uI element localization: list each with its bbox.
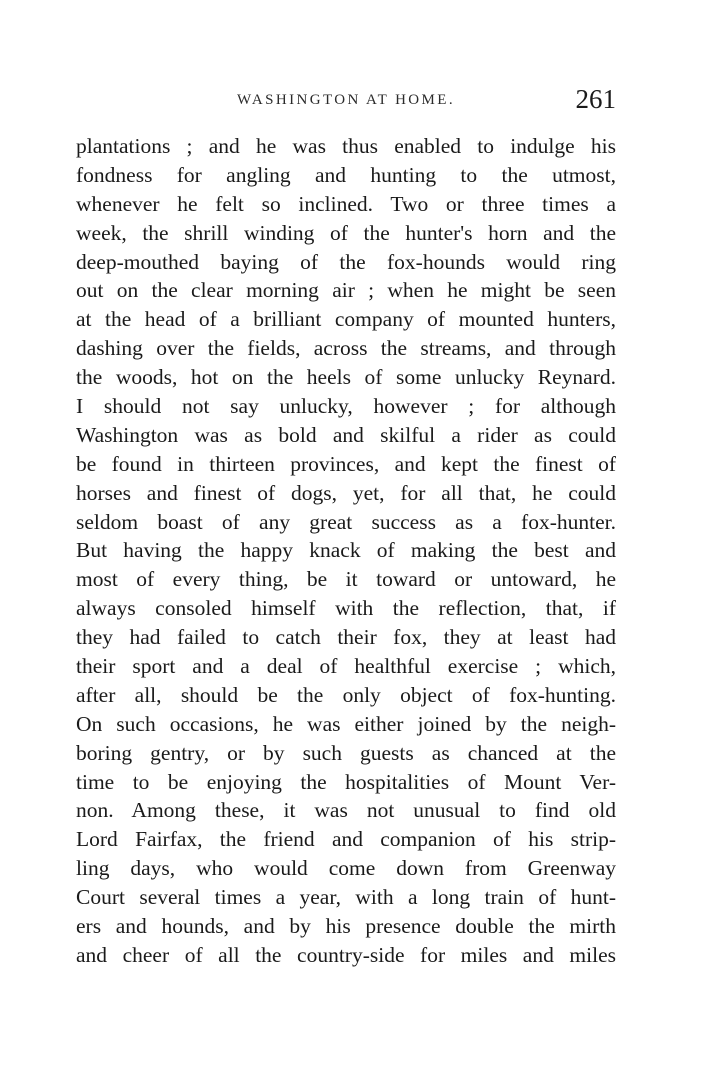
text-line: Washington was as bold and skilful a rider as could bbox=[76, 422, 616, 447]
page-number: 261 bbox=[575, 84, 616, 114]
running-title: WASHINGTON AT HOME. bbox=[237, 92, 455, 108]
text-line: most of every thing, be it toward or untoward, he bbox=[76, 567, 616, 592]
text-line: ling days, who would come down from Greenway bbox=[76, 856, 616, 881]
text-line: week, the shrill winding of the hunter's horn and the bbox=[76, 220, 616, 245]
text-line: seldom boast of any great success as a fox-hunter. bbox=[76, 509, 616, 534]
text-line: whenever he felt so inclined. Two or three times a bbox=[76, 191, 616, 216]
text-line: and cheer of all the country-side for miles and miles bbox=[76, 942, 616, 967]
text-line: ers and hounds, and by his presence double the mirth bbox=[76, 914, 616, 939]
text-line: the woods, hot on the heels of some unlucky Reynard. bbox=[76, 365, 616, 390]
text-line: they had failed to catch their fox, they at least had bbox=[76, 625, 616, 650]
text-line: out on the clear morning air ; when he might be seen bbox=[76, 278, 616, 303]
text-line: dashing over the fields, across the streams, and through bbox=[76, 336, 616, 361]
text-line: fondness for angling and hunting to the utmost, bbox=[76, 162, 616, 187]
text-line: deep-mouthed baying of the fox-hounds would ring bbox=[76, 249, 616, 274]
text-line: But having the happy knack of making the best and bbox=[76, 538, 616, 563]
text-line: plantations ; and he was thus enabled to indulge his bbox=[76, 134, 616, 158]
text-line: Lord Fairfax, the friend and companion of his strip- bbox=[76, 827, 616, 852]
text-line: their sport and a deal of healthful exercise ; which, bbox=[76, 654, 616, 679]
text-line: boring gentry, or by such guests as chanced at the bbox=[76, 740, 616, 765]
text-line: Court several times a year, with a long train of hunt- bbox=[76, 885, 616, 910]
text-line: I should not say unlucky, however ; for although bbox=[76, 394, 616, 419]
body-text bbox=[76, 132, 616, 970]
text-line: always consoled himself with the reflection, that, if bbox=[76, 596, 616, 621]
text-line: after all, should be the only object of fox-hunting. bbox=[76, 682, 616, 707]
text-line: On such occasions, he was either joined by the neigh- bbox=[76, 711, 616, 736]
text-line: non. Among these, it was not unusual to find old bbox=[76, 798, 616, 823]
text-line: be found in thirteen provinces, and kept the finest of bbox=[76, 451, 616, 476]
text-line: at the head of a brilliant company of mounted hunters, bbox=[76, 307, 616, 332]
text-line: time to be enjoying the hospitalities of Mount Ver- bbox=[76, 769, 616, 794]
running-head bbox=[76, 84, 616, 116]
text-line: horses and finest of dogs, yet, for all that, he could bbox=[76, 480, 616, 505]
